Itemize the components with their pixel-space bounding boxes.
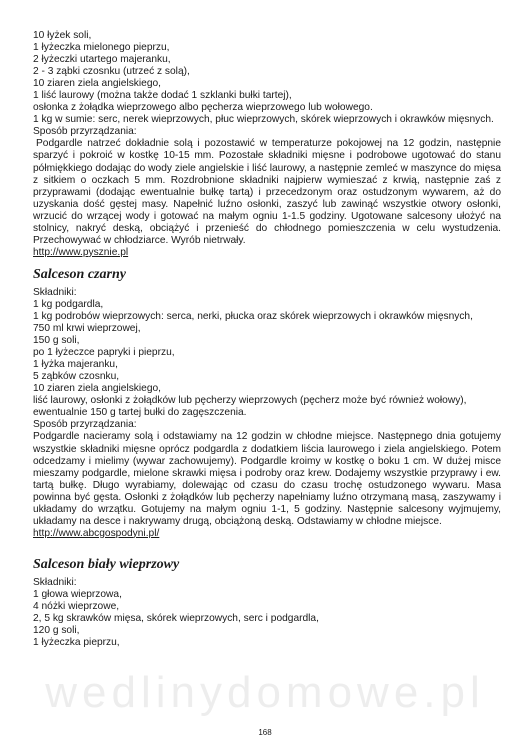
page-number: 168 (258, 728, 272, 737)
ingredient-line: 1 łyżeczka pieprzu, (33, 637, 120, 649)
source-link[interactable]: http://www.abcgospodyni.pl/ (33, 527, 160, 539)
section-title-salceson-bialy: Salceson biały wieprzowy (33, 556, 180, 572)
document-page (33, 30, 503, 649)
section-title-salceson-czarny: Salceson czarny (33, 266, 126, 282)
ingredient-line: 4 nóżki wieprzowe, (33, 600, 120, 612)
watermark-text: wedlinydomowe.pl (45, 668, 485, 717)
ingredient-line: 1 głowa wieprzowa, (33, 588, 122, 600)
ingredient-line: liść laurowy, osłonki z żołądków lub pęcherzy wieprzowych (pęcherz może być również wołowy), (33, 395, 467, 407)
ingredient-line: 10 ziaren ziela angielskiego, (33, 383, 161, 395)
ingredient-line: 1 łyżka majeranku, (33, 359, 118, 371)
ingredient-line: po 1 łyżeczce papryki i pieprzu, (33, 347, 175, 359)
preparation-label: Sposób przyrządzania: (33, 126, 137, 138)
section-1-ingredients (33, 30, 503, 259)
ingredient-line: 120 g soli, (33, 625, 80, 637)
ingredient-line: 5 ząbków czosnku, (33, 371, 120, 383)
preparation-label: Sposób przyrządzania: (33, 419, 137, 431)
ingredient-line: 750 ml krwi wieprzowej, (33, 323, 141, 335)
ingredient-line: 1 łyżeczka mielonego pieprzu, (33, 42, 170, 54)
ingredient-line: 150 g soli, (33, 335, 80, 347)
section-2-ingredients (33, 287, 503, 540)
source-link[interactable]: http://www.pysznie.pl (33, 246, 129, 258)
ingredient-line: ewentualnie 150 g tartej bułki do zagęszczenia. (33, 407, 247, 419)
ingredient-line: 10 łyżek soli, (33, 30, 92, 41)
ingredient-line: 1 liść laurowy (można także dodać 1 szklanki bułki tartej), (33, 90, 292, 102)
section-3-ingredients (33, 577, 503, 649)
ingredient-line: 1 kg w sumie: serc, nerek wieprzowych, płuc wieprzowych, skórek wieprzowych i okrawków mięsnych. (33, 114, 494, 126)
preparation-paragraph: Podgardle natrzeć dokładnie solą i pozostawić w temperaturze pokojowej na 12 godzin, następnie sparzyć i pokroić w kostkę 10-15 mm. Pozostałe składniki mięsne i podrobowe ugotować do stanu półmiękkiego dodając do wody ziele angielskie i liść laurowy, a następnie zemleć w maszynce do mięsa z sitkiem o oczkach 5 mm. Rozdrobnione składniki najpierw wymieszać z krwią, następnie zaś z przyprawami (dodając ewentualnie bułkę tartą) i przecedzonym oraz ostudzonym wywarem, aż do uzyskania dość gęstej masy. Napełnić luźno osłonki, zaszyć lub zawinąć wszystkie otwory osłonki, wrzucić do wrzącej wody i gotować na małym ogniu 1-1.5 godziny. Ugotowane salcesony ułożyć na stolnicy, nakryć deską, obciążyć i przenieść do chłodnego pomieszczenia w celu wystudzenia. Przechowywać w chłodziarce. Wyrób nietrwały. (33, 138, 501, 246)
ingredients-label: Składniki: (33, 286, 77, 298)
ingredient-line: 1 kg podrobów wieprzowych: serca, nerki, płucka oraz skórek wieprzowych i okrawków mięsnych, (33, 310, 473, 322)
ingredient-line: 2 łyżeczki utartego majeranku, (33, 54, 171, 66)
ingredient-line: 2 - 3 ząbki czosnku (utrzeć z solą), (33, 66, 190, 78)
preparation-paragraph: Podgardle nacieramy solą i odstawiamy na 12 godzin w chłodne miejsce. Następnego dnia gotujemy wszystkie składniki mięsne oprócz podgardla z dodatkiem liścia laurowego i ziela angielskiego. Potem odcedzamy i mielimy (wywar zachowujemy). Podgardle kroimy w kostkę o boku 1 cm. W dużej misce mieszamy podgardle, mielone skrawki mięsa i podroby oraz krew. Dodajemy wszystkie przyprawy i ew. tartą bułkę. Długo wyrabiamy, dolewając od czasu do czasu trochę ostudzonego wywaru. Masa powinna być gęsta. Osłonki z żołądków lub pęcherzy napełniamy luźno otrzymaną masą, zaszywamy i układamy do wrzątku. Gotujemy na małym ogniu 1-1, 5 godziny. Następnie salcesony wyjmujemy, układamy na desce i nakrywamy drugą, obciążoną deską. Odstawiamy w chłodne miejsce. (33, 431, 501, 527)
ingredient-line: 2, 5 kg skrawków mięsa, skórek wieprzowych, serc i podgardla, (33, 613, 319, 625)
ingredient-line: 1 kg podgardla, (33, 298, 104, 310)
ingredients-label: Składniki: (33, 576, 77, 588)
ingredient-line: osłonka z żołądka wieprzowego albo pęcherza wieprzowego lub wołowego. (33, 102, 373, 114)
ingredient-line: 10 ziaren ziela angielskiego, (33, 78, 161, 90)
